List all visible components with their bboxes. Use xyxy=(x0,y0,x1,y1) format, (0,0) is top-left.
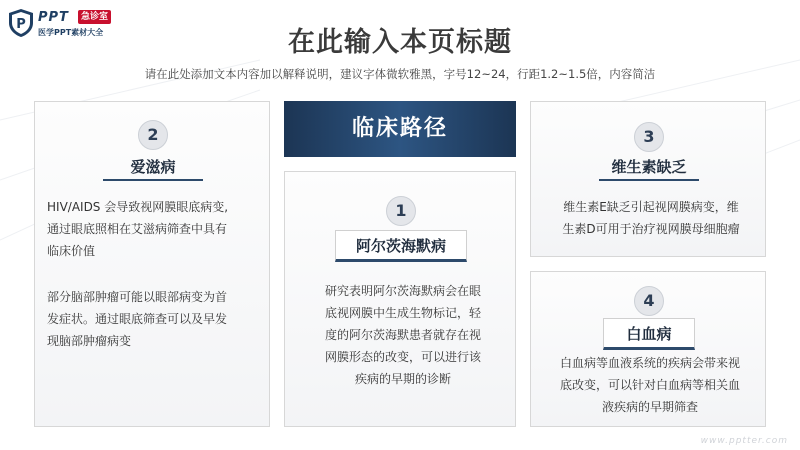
card-text-block xyxy=(543,352,757,418)
text-line: 网膜形态的改变，可以进行该 xyxy=(324,350,481,364)
logo-subtitle: 医学PPT素材大全 xyxy=(38,28,104,37)
page-subtitle: 请在此处添加文本内容加以解释说明，建议字体微软雅黑，字号12~24，行距1.2~1.5倍，内容简洁 xyxy=(144,67,656,81)
svg-text:P: P xyxy=(16,17,26,32)
text-line: 发症状。通过眼底筛查可以及早发 xyxy=(47,312,228,326)
text-line: 维生素E缺乏引起视网膜病变，维 xyxy=(563,200,739,214)
card-alzheimers xyxy=(284,171,516,427)
card-leukemia xyxy=(530,271,766,427)
footer-url: www.pptter.com xyxy=(700,436,788,446)
card-label: 阿尔茨海默病 xyxy=(335,230,467,262)
text-line: 研究表明阿尔茨海默病会在眼 xyxy=(324,284,481,298)
text-line: 通过眼底照相在艾滋病筛查中具有 xyxy=(47,222,228,236)
text-line: 现脑部肿瘤病变 xyxy=(47,334,132,348)
text-line: 底改变，可以针对白血病等相关血 xyxy=(559,378,740,392)
text-line: 白血病等血液系统的疾病会带来视 xyxy=(559,356,740,370)
text-line: HIV/AIDS 会导致视网膜眼底病变, xyxy=(47,200,229,214)
card-label: 白血病 xyxy=(603,318,695,350)
card-number: 2 xyxy=(138,120,168,150)
card-text-block-1 xyxy=(47,196,267,262)
card-aids xyxy=(34,101,270,427)
logo-ppt-text: PPT xyxy=(38,10,69,25)
card-text-block-2 xyxy=(47,286,267,352)
text-line: 底视网膜中生成生物标记，轻 xyxy=(324,306,481,320)
text-line: 液疾病的早期筛查 xyxy=(601,400,698,414)
text-line: 疾病的早期的诊断 xyxy=(354,372,451,386)
text-line: 部分脑部肿瘤可能以眼部病变为首 xyxy=(47,290,228,304)
card-number: 4 xyxy=(634,286,664,316)
text-line: 生素D可用于治疗视网膜母细胞瘤 xyxy=(562,222,740,236)
card-number: 3 xyxy=(634,122,664,152)
card-vitamin-deficiency xyxy=(530,101,766,257)
clinical-path-banner: 临床路径 xyxy=(284,101,516,157)
text-line: 度的阿尔茨海默患者就存在视 xyxy=(324,328,481,342)
page-title: 在此输入本页标题 xyxy=(288,27,512,58)
card-number: 1 xyxy=(386,196,416,226)
card-label: 维生素缺乏 xyxy=(599,156,699,181)
card-label: 爱滋病 xyxy=(103,156,203,181)
card-text-block xyxy=(303,280,503,390)
text-line: 临床价值 xyxy=(47,244,96,258)
card-text-block xyxy=(545,196,757,240)
logo-tag: 急诊室 xyxy=(78,10,111,24)
